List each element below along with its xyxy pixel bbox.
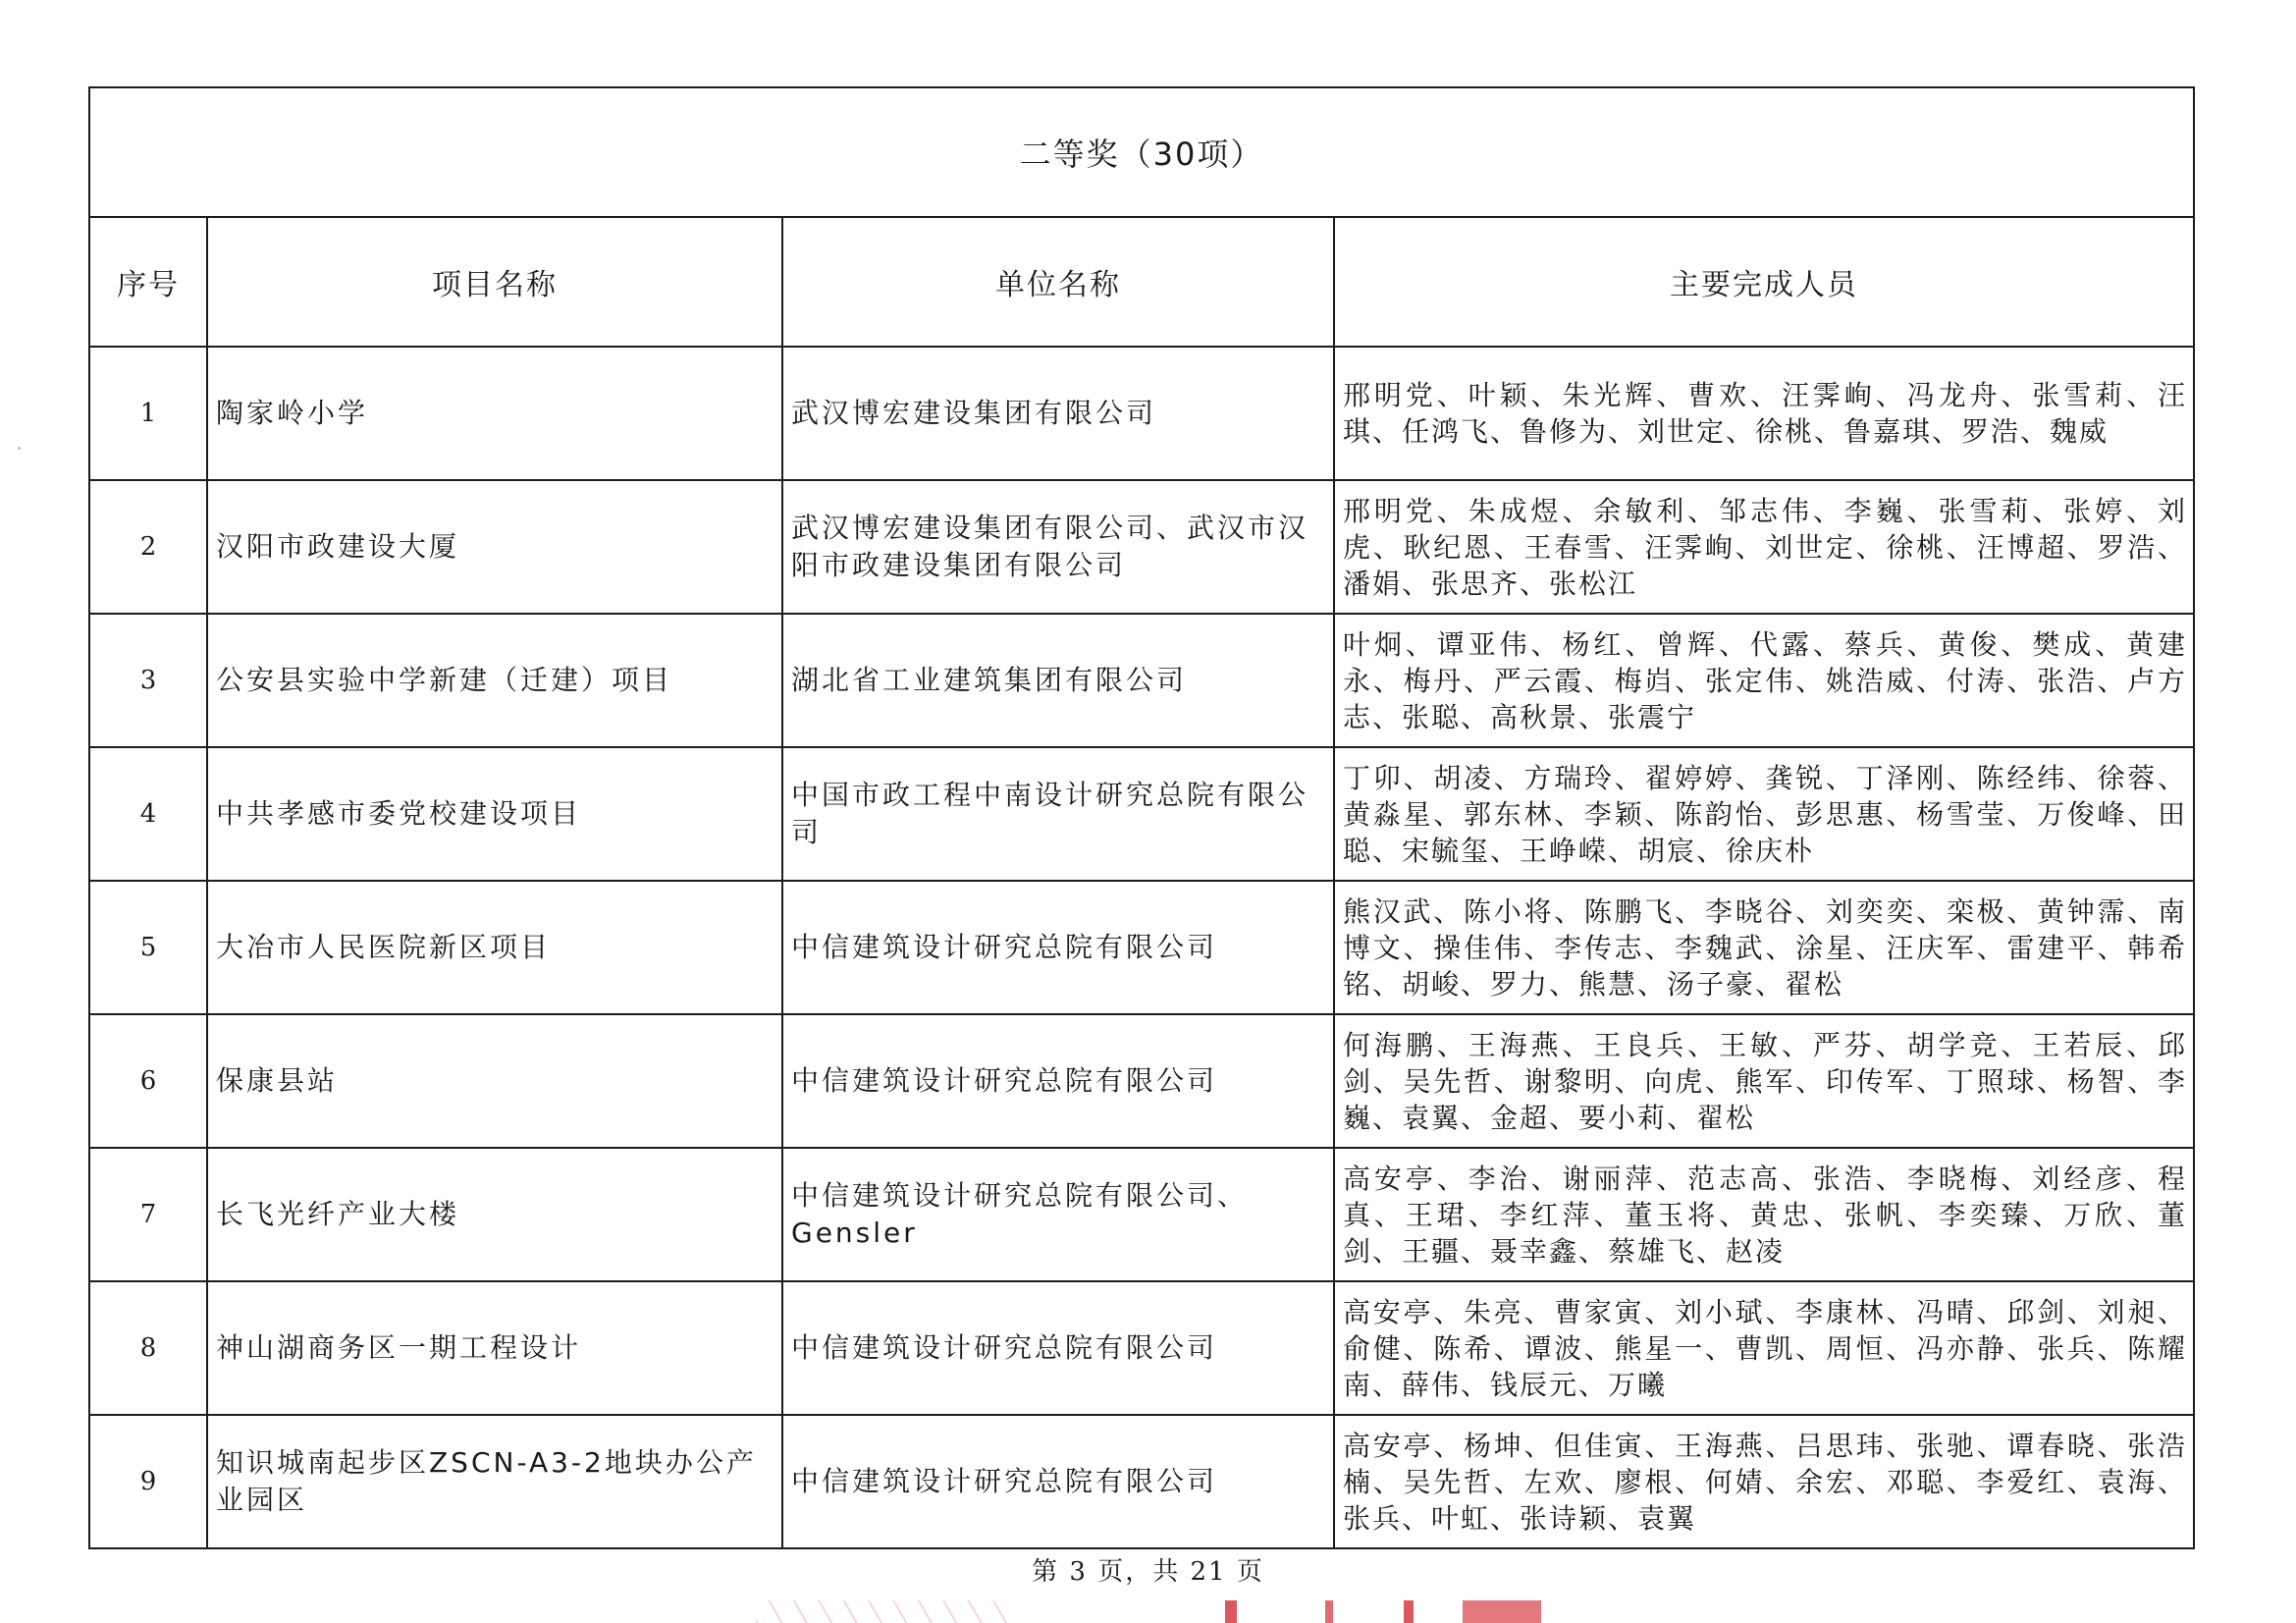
project-name: 知识城南起步区ZSCN-A3-2地块办公产业园区 [207, 1415, 782, 1548]
col-header-unit: 单位名称 [782, 217, 1334, 347]
unit-name: 湖北省工业建筑集团有限公司 [782, 614, 1334, 747]
seal-stamp-icon [1217, 1600, 1571, 1623]
project-name: 中共孝感市委党校建设项目 [207, 747, 782, 881]
col-header-no: 序号 [89, 217, 207, 347]
table-row [89, 1148, 2194, 1281]
table-row [89, 1415, 2194, 1548]
main-people: 叶炯、谭亚伟、杨红、曾辉、代露、蔡兵、黄俊、樊成、黄建永、梅丹、严云霞、梅岿、张定伟、姚浩威、付涛、张浩、卢方志、张聪、高秋景、张震宁 [1334, 614, 2194, 747]
row-number: 2 [89, 480, 207, 614]
unit-name: 武汉博宏建设集团有限公司 [782, 347, 1334, 480]
main-people: 邢明党、叶颖、朱光辉、曹欢、汪霁峋、冯龙舟、张雪莉、汪琪、任鸿飞、鲁修为、刘世定、徐桃、鲁嘉琪、罗浩、魏威 [1334, 347, 2194, 480]
project-name: 大冶市人民医院新区项目 [207, 881, 782, 1014]
seal-stamp-icon [756, 1600, 1011, 1623]
project-name: 长飞光纤产业大楼 [207, 1148, 782, 1281]
row-number: 8 [89, 1281, 207, 1415]
main-people: 高安亭、朱亮、曹家寅、刘小珷、李康林、冯晴、邱剑、刘昶、俞健、陈希、谭波、熊星一、曹凯、周恒、冯亦静、张兵、陈耀南、薛伟、钱辰元、万曦 [1334, 1281, 2194, 1415]
table-row [89, 480, 2194, 614]
table-row [89, 881, 2194, 1014]
unit-name: 武汉博宏建设集团有限公司、武汉市汉阳市政建设集团有限公司 [782, 480, 1334, 614]
main-people: 何海鹏、王海燕、王良兵、王敏、严芬、胡学竞、王若辰、邱剑、吴先哲、谢黎明、向虎、熊军、印传军、丁照球、杨智、李巍、袁翼、金超、要小莉、翟松 [1334, 1014, 2194, 1148]
col-header-people: 主要完成人员 [1334, 217, 2194, 347]
table-row [89, 1014, 2194, 1148]
main-people: 高安亭、杨坤、但佳寅、王海燕、吕思玮、张驰、谭春晓、张浩楠、吴先哲、左欢、廖根、何婧、余宏、邓聪、李爱红、袁海、张兵、叶虹、张诗颖、袁翼 [1334, 1415, 2194, 1548]
main-people: 丁卯、胡凌、方瑞玲、翟婷婷、龚锐、丁泽刚、陈经纬、徐蓉、黄淼星、郭东林、李颖、陈韵怡、彭思惠、杨雪莹、万俊峰、田聪、宋毓玺、王峥嵘、胡宸、徐庆朴 [1334, 747, 2194, 881]
col-header-project: 项目名称 [207, 217, 782, 347]
row-number: 1 [89, 347, 207, 480]
project-name: 神山湖商务区一期工程设计 [207, 1281, 782, 1415]
award-table [88, 86, 2195, 1549]
unit-name: 中信建筑设计研究总院有限公司 [782, 1415, 1334, 1548]
table-header [89, 217, 2194, 347]
row-number: 6 [89, 1014, 207, 1148]
unit-name: 中信建筑设计研究总院有限公司、Gensler [782, 1148, 1334, 1281]
project-name: 汉阳市政建设大厦 [207, 480, 782, 614]
row-number: 5 [89, 881, 207, 1014]
row-number: 7 [89, 1148, 207, 1281]
table-row [89, 1281, 2194, 1415]
unit-name: 中信建筑设计研究总院有限公司 [782, 1281, 1334, 1415]
unit-name: 中国市政工程中南设计研究总院有限公司 [782, 747, 1334, 881]
table-row [89, 347, 2194, 480]
scan-speck [18, 447, 21, 450]
unit-name: 中信建筑设计研究总院有限公司 [782, 1014, 1334, 1148]
row-number: 4 [89, 747, 207, 881]
row-number: 9 [89, 1415, 207, 1548]
project-name: 保康县站 [207, 1014, 782, 1148]
main-people: 高安亭、李治、谢丽萍、范志高、张浩、李晓梅、刘经彦、程真、王珺、李红萍、董玉将、黄忠、张帆、李奕臻、万欣、董剑、王疆、聂幸鑫、蔡雄飞、赵凌 [1334, 1148, 2194, 1281]
section-title: 二等奖（30项） [89, 87, 2194, 217]
table-row [89, 614, 2194, 747]
table-row [89, 747, 2194, 881]
project-name: 公安县实验中学新建（迁建）项目 [207, 614, 782, 747]
main-people: 邢明党、朱成煜、余敏利、邹志伟、李巍、张雪莉、张婷、刘虎、耿纪恩、王春雪、汪霁峋、刘世定、徐桃、汪博超、罗浩、潘娟、张思齐、张松江 [1334, 480, 2194, 614]
page-footer: 第 3 页，共 21 页 [1032, 1557, 1264, 1587]
unit-name: 中信建筑设计研究总院有限公司 [782, 881, 1334, 1014]
project-name: 陶家岭小学 [207, 347, 782, 480]
main-people: 熊汉武、陈小将、陈鹏飞、李晓谷、刘奕奕、栾极、黄钟霈、南博文、操佳伟、李传志、李魏武、涂星、汪庆军、雷建平、韩希铭、胡峻、罗力、熊慧、汤子豪、翟松 [1334, 881, 2194, 1014]
row-number: 3 [89, 614, 207, 747]
